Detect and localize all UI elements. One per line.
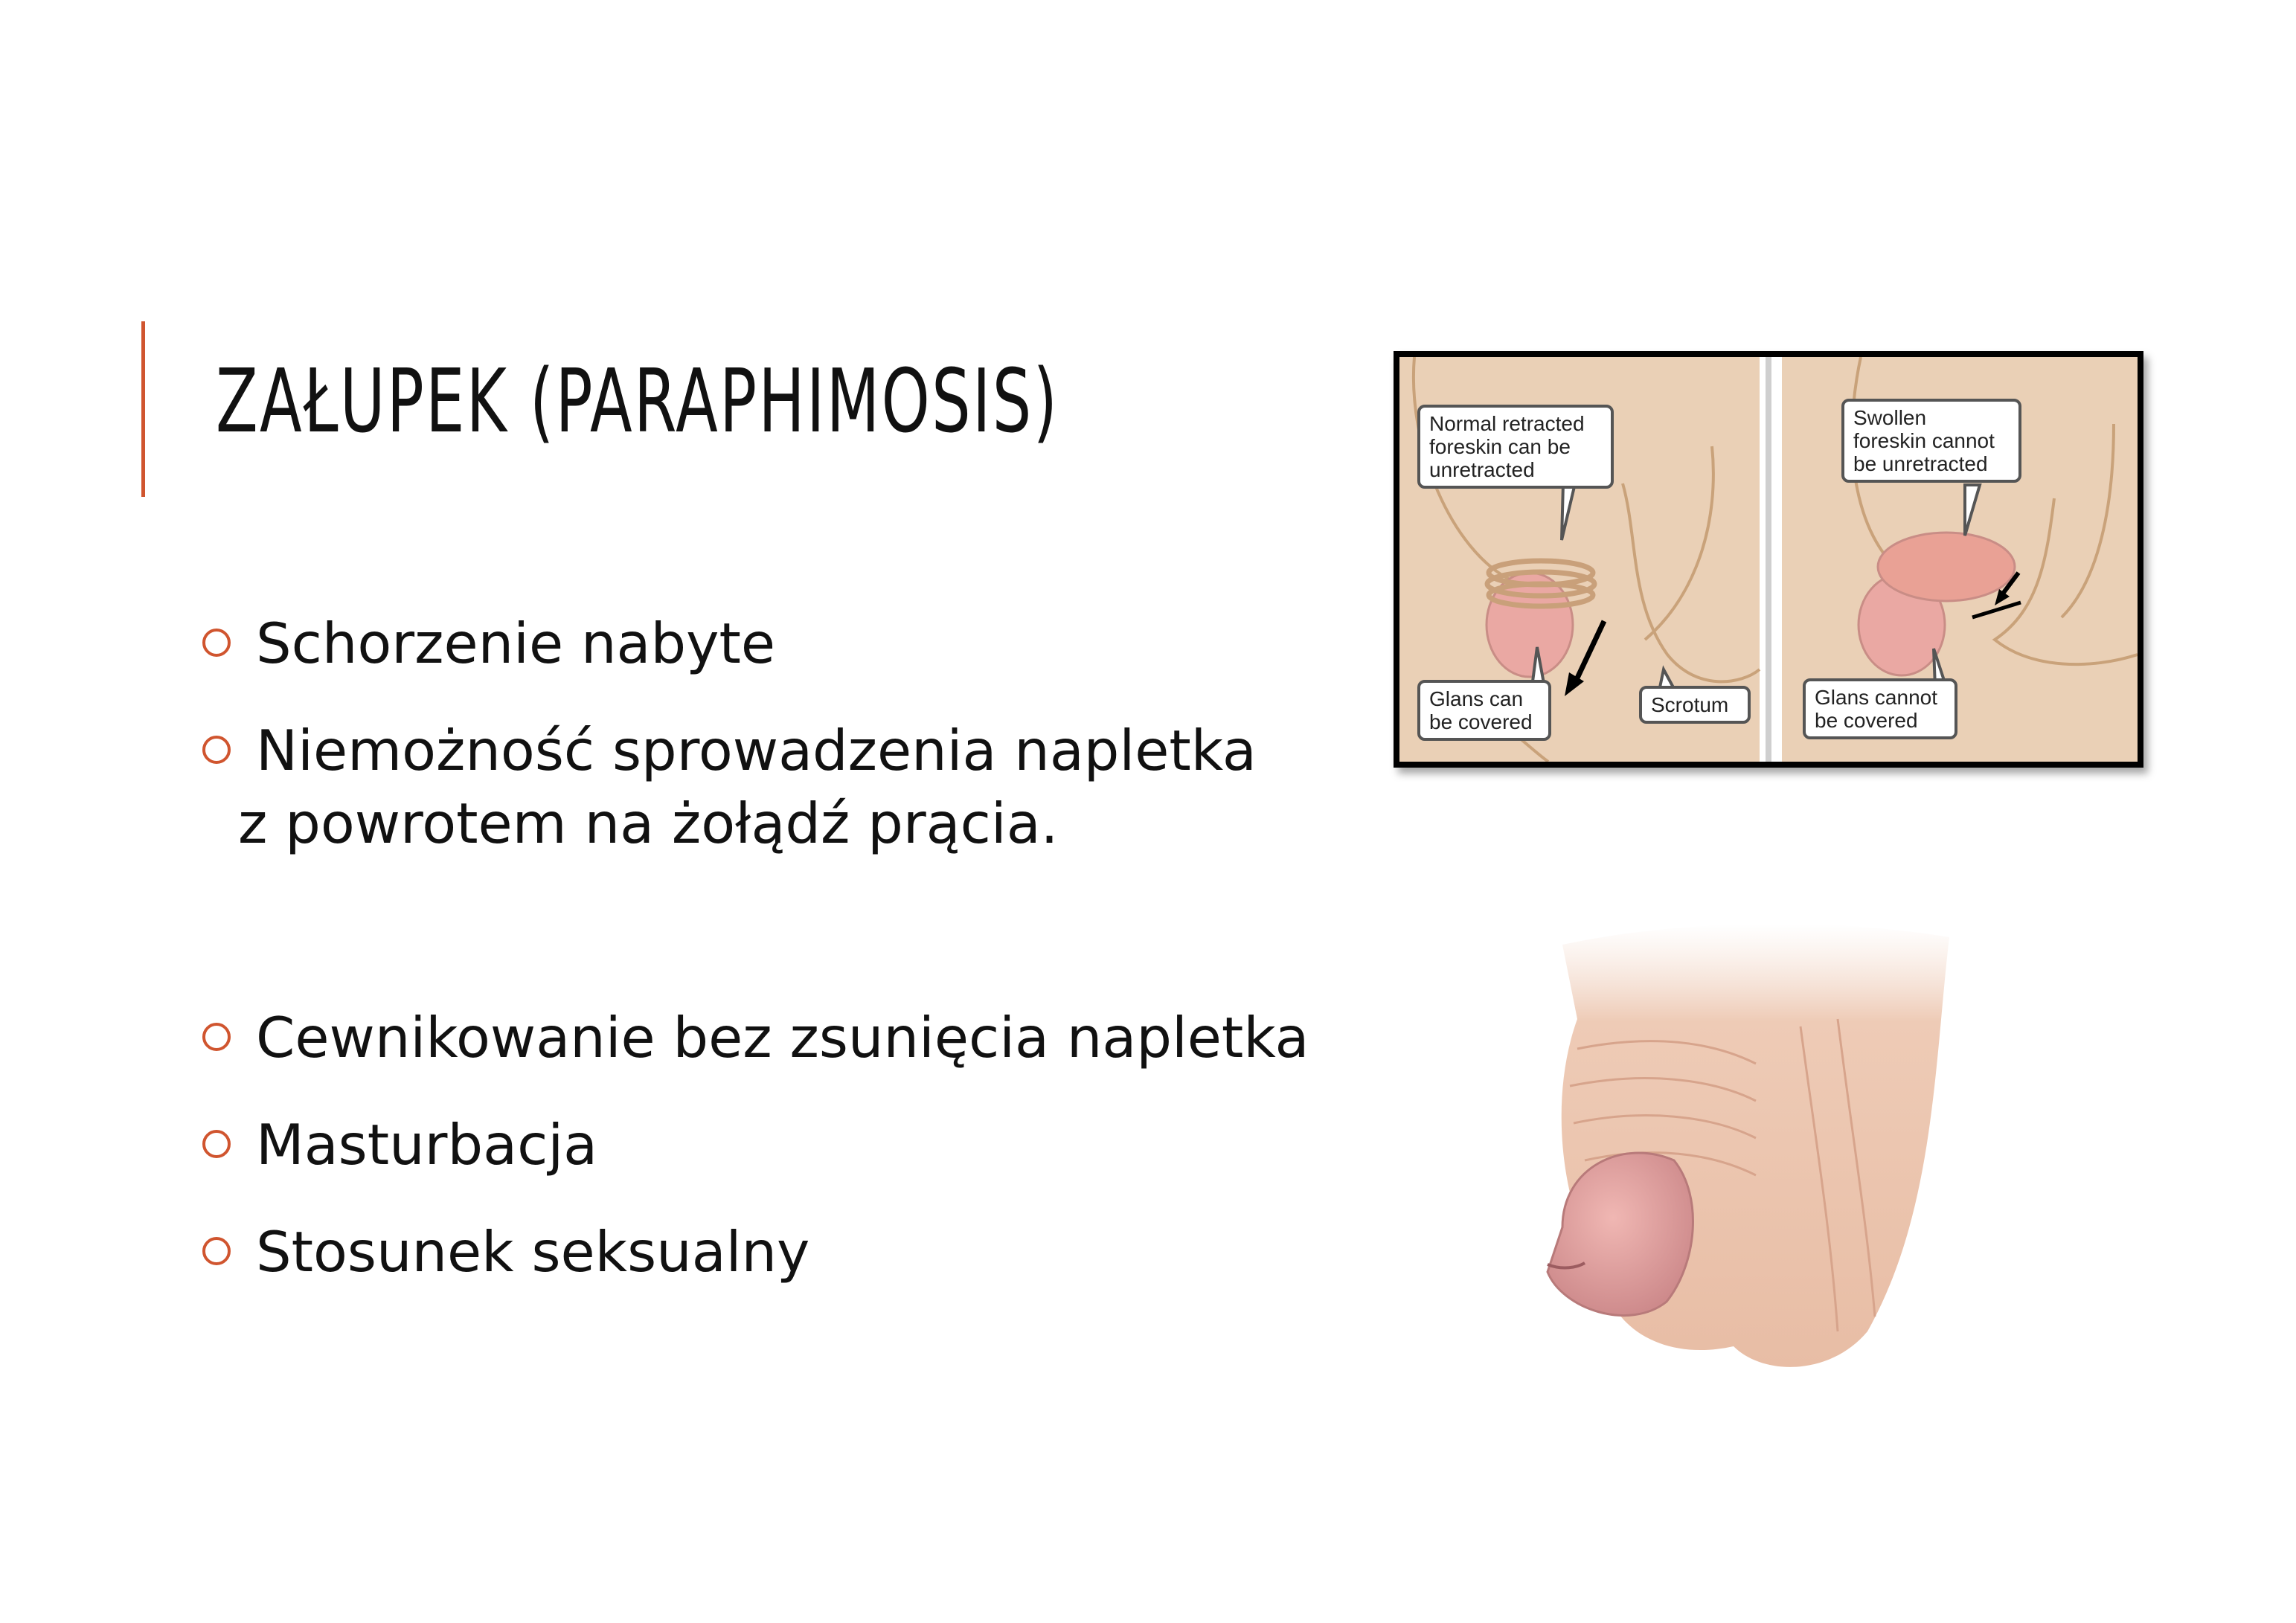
bullet-marker-icon [202,736,231,764]
bullet-text: Masturbacja [256,1112,598,1177]
bullet-item [202,1108,597,1181]
swollen-foreskin-icon [1878,533,2015,601]
bullet-text: Schorzenie nabyte [256,611,775,676]
title-accent-bar [141,321,145,497]
bullet-item [202,714,1257,860]
bullet-item [202,1215,809,1288]
bullet-item [202,1001,1309,1074]
paraphimosis-diagram [1394,351,2143,768]
bullet-marker-icon [202,1130,231,1158]
callout-swollen-foreskin: Swollen foreskin cannot be unretracted [1841,399,2021,483]
bullet-item [202,607,775,680]
constriction-mark-icon [1972,602,2021,617]
bullet-marker-icon [202,1237,231,1265]
bullet-marker-icon [202,1023,231,1051]
callout-normal-retracted: Normal retracted foreskin can be unretracted [1417,405,1614,489]
callout-glans-can-be-covered: Glans can be covered [1417,680,1551,741]
callout-glans-cannot-be-covered: Glans cannot be covered [1803,678,1957,739]
paraphimosis-illustration [1518,915,1979,1391]
slide-title: ZAŁUPEK (PARAPHIMOSIS) [216,350,1059,452]
bullet-continuation: z powrotem na żołądź prącia. [238,791,1059,856]
arrow-icon [1574,621,1604,684]
bullet-text: Niemożność sprowadzenia napletka [256,718,1257,783]
bullet-text: Cewnikowanie bez zsunięcia napletka [256,1005,1309,1070]
bullet-text: Stosunek seksualny [256,1219,810,1285]
bullet-marker-icon [202,629,231,657]
callout-scrotum: Scrotum [1639,686,1751,724]
